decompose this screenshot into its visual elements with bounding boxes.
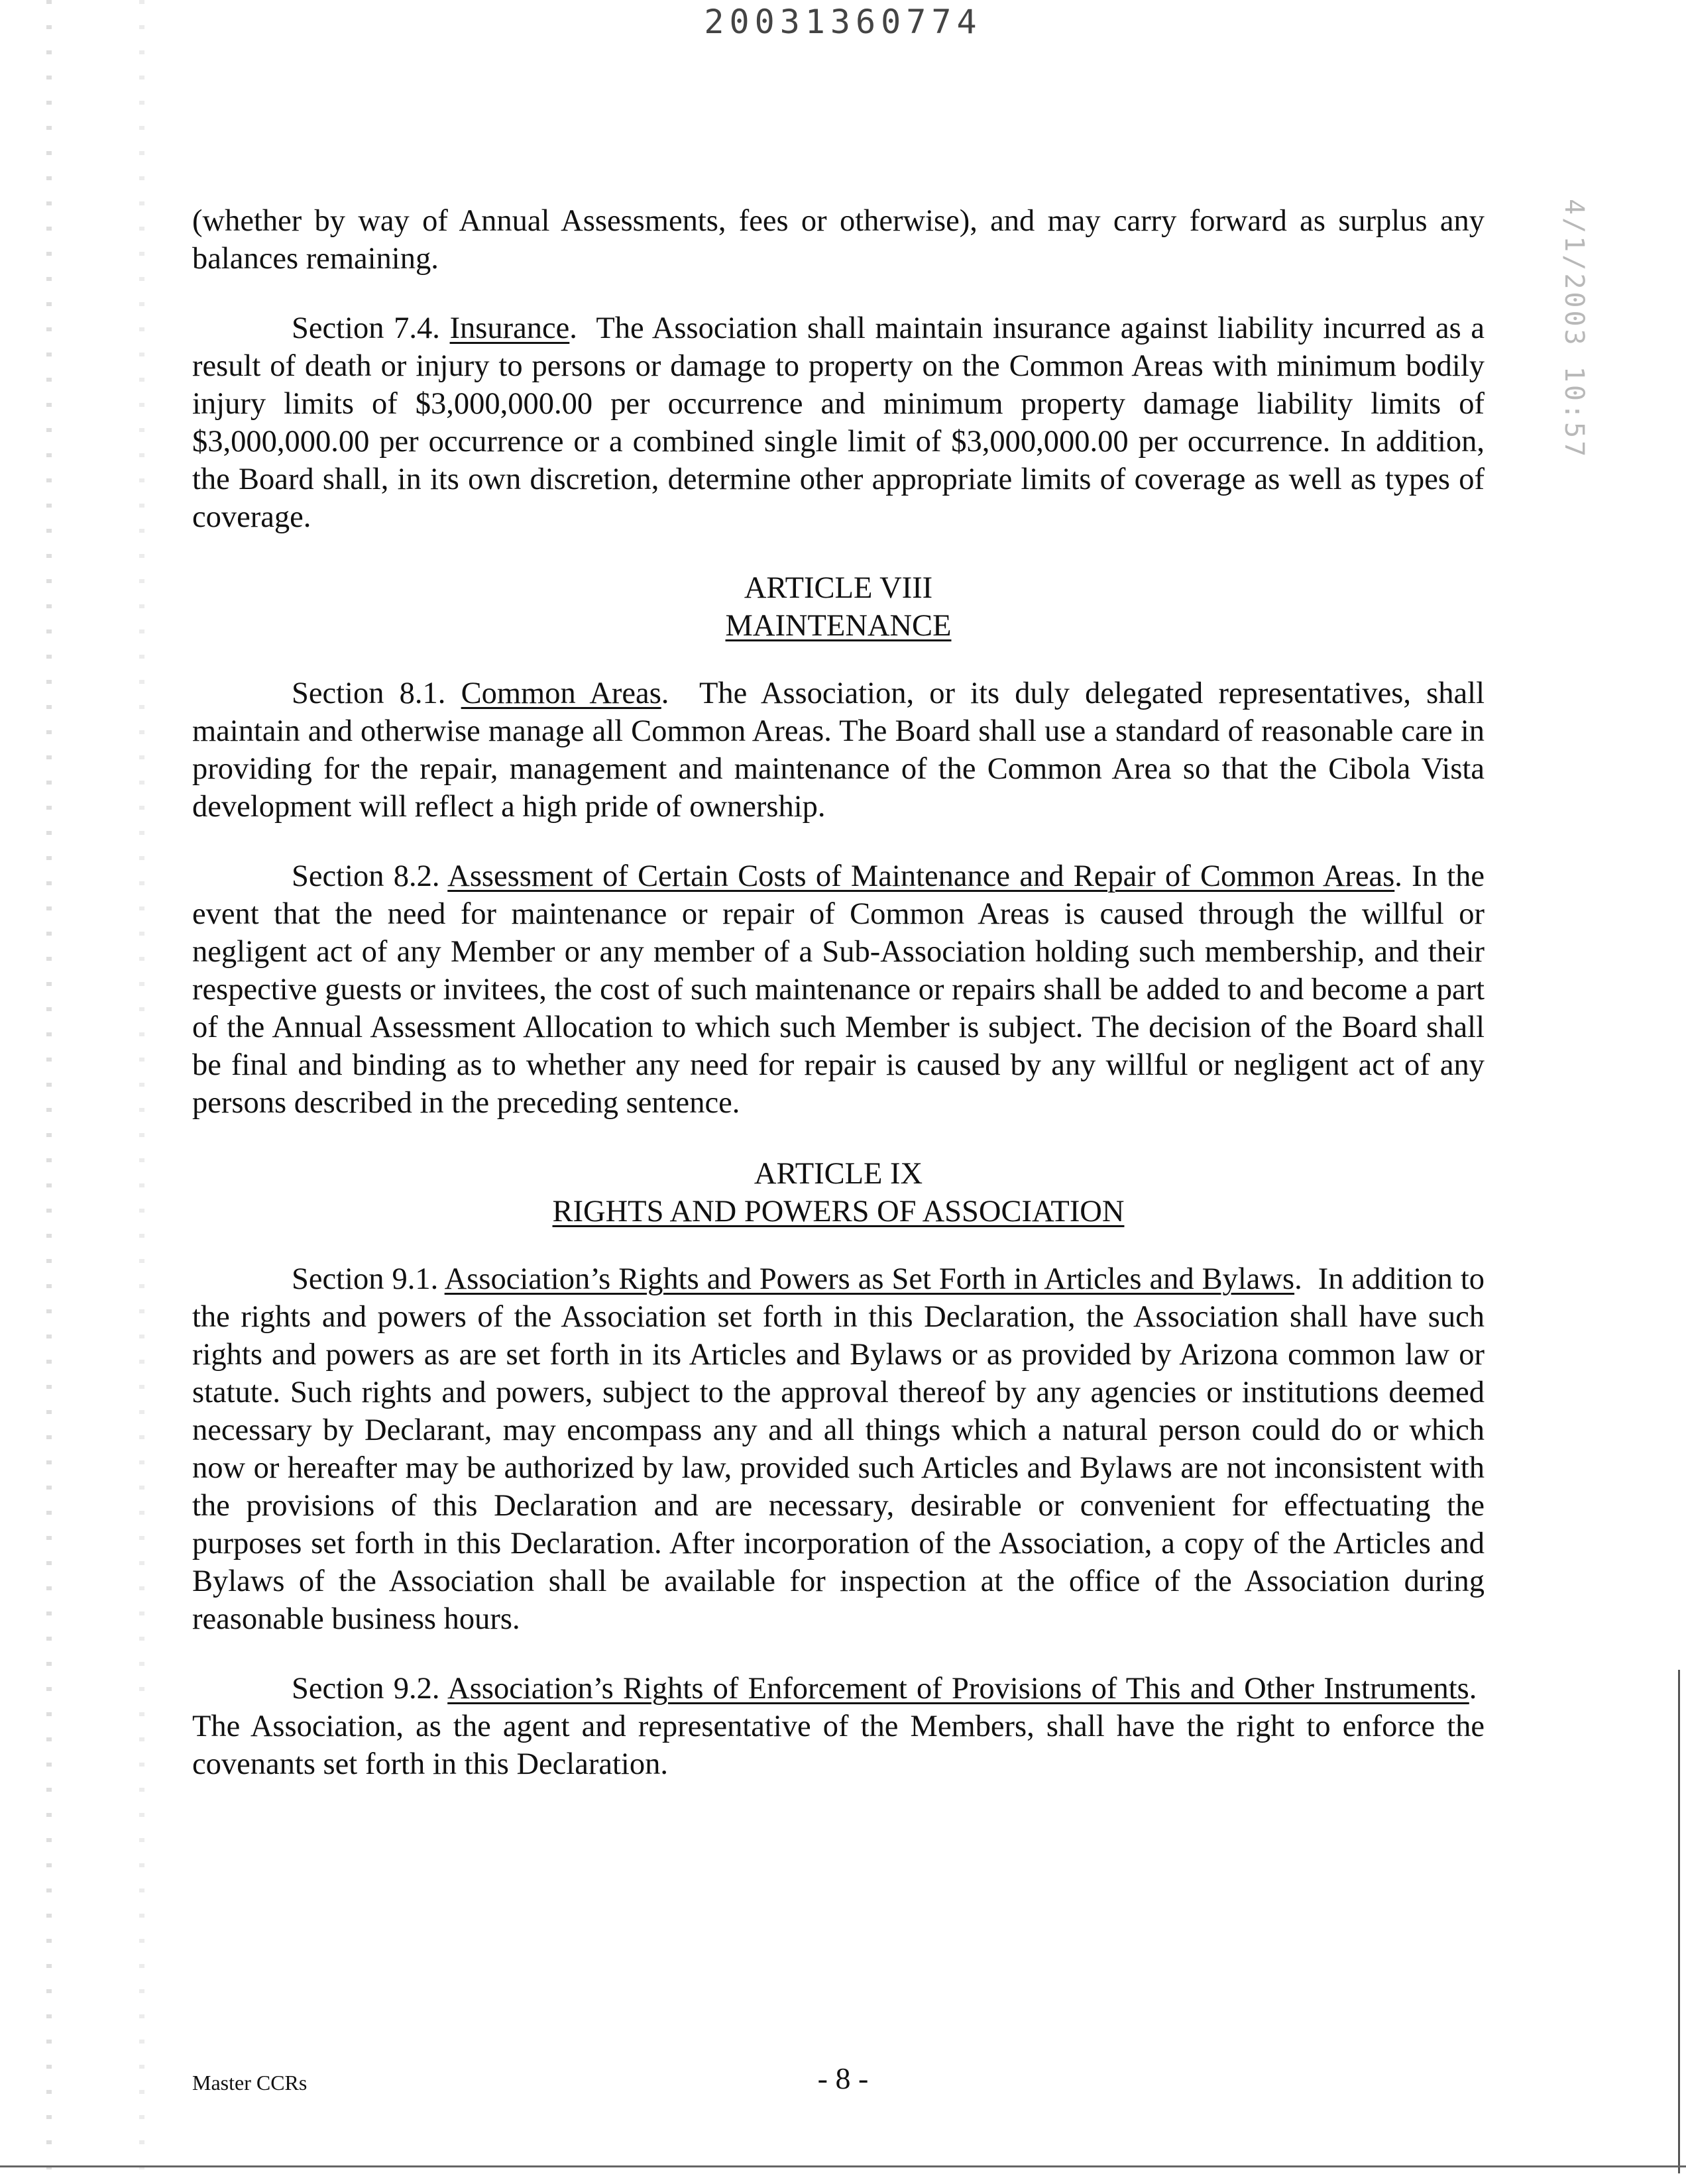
document-body <box>192 202 1485 1783</box>
recording-stamp: 4/1/2003 10:57 <box>1559 199 1589 460</box>
article-label: ARTICLE VIII <box>744 571 933 605</box>
scan-edge-line <box>1678 1670 1680 2173</box>
section-text: In the event that the need for maintenance or repair of Common Areas is caused through the willful or negligent act of any Member or any member of a Sub-Association holding such membership, and their respective guests or invitees, the cost of such maintenance or repairs shall be added to and become a part of the Annual Assessment Allocation to which such Member is subject. The decision of the Board shall be final and binding as to whether any need for repair is caused by any willful or negligent act of any persons described in the preceding sentence. <box>192 859 1485 1120</box>
section-text: In addition to the rights and powers of the Association set forth in this Declaration, the Association shall have such rights and powers as are set forth in its Articles and Bylaws or as provided by Arizona common law or statute. Such rights and powers, subject to the approval thereof by any agencies or institutions deemed necessary by Declarant, may encompass any and all things which a natural person could do or which now or hereafter may be authorized by law, provided such Articles and Bylaws are not inconsistent with the provisions of this Declaration and are necessary, desirable or convenient for effectuating the purposes set forth in this Declaration. After incorporation of the Association, a copy of the Articles and Bylaws of the Association shall be available for inspection at the office of the Association during reasonable business hours. <box>192 1262 1485 1636</box>
section-9-2: Section 9.2. Association’s Rights of Enforcement of Provisions of This and Other Instruments. The Association, as the agent and representative of the Members, shall have the right to enforce the covenants set forth in this Declaration. <box>192 1672 1485 1781</box>
footer-document-name: Master CCRs <box>192 2071 308 2095</box>
section-title: Association’s Rights of Enforcement of Provisions of This and Other Instruments <box>447 1672 1469 1706</box>
section-number: Section 8.2. <box>292 859 440 893</box>
scan-margin-marks-inner <box>139 0 144 2184</box>
recording-number: 20031360774 <box>704 3 982 41</box>
section-8-2: Section 8.2. Assessment of Certain Costs of Maintenance and Repair of Common Areas. In the event that the need for maintenance or repair of Common Areas is caused through the willful or negligent act of any Member or any member of a Sub-Association holding such membership, and their respective guests or invitees, the cost of such maintenance or repairs shall be added to and become a part of the Annual Assessment Allocation to which such Member is subject. The decision of the Board shall be final and binding as to whether any need for repair is caused by any willful or negligent act of any persons described in the preceding sentence. <box>192 859 1485 1120</box>
section-title: Insurance <box>449 311 570 345</box>
article-title: MAINTENANCE <box>725 609 952 643</box>
article-label: ARTICLE IX <box>754 1157 923 1191</box>
section-text: The Association shall maintain insurance against liability incurred as a result of death or injury to persons or damage to property on the Common Areas with minimum bodily injury limits of $3,000,000.00 per occurrence and minimum property damage liability limits of $3,000,000.00 per occurrence or a combined single limit of $3,000,000.00 per occurrence. In addition, the Board shall, in its own discretion, determine other appropriate limits of coverage as well as types of coverage. <box>192 311 1485 534</box>
section-number: Section 9.1. <box>292 1262 439 1296</box>
section-8-1: Section 8.1. Common Areas. The Association, or its duly delegated representatives, shall maintain and otherwise manage all Common Areas. The Board shall use a standard of reasonable care in providing for the repair, management and maintenance of the Common Area so that the Cibola Vista development will reflect a high pride of ownership. <box>192 677 1485 824</box>
section-text: The Association, or its duly delegated representatives, shall maintain and otherwise manage all Common Areas. The Board shall use a standard of reasonable care in providing for the repair, management and maintenance of the Common Area so that the Cibola Vista development will reflect a high pride of ownership. <box>192 677 1485 824</box>
page-number: - 8 - <box>817 2061 869 2095</box>
scan-margin-marks <box>46 0 52 2184</box>
section-title: Assessment of Certain Costs of Maintenance and Repair of Common Areas <box>447 859 1395 893</box>
article-8-heading <box>192 569 1485 645</box>
section-title: Common Areas <box>461 677 661 710</box>
article-9-heading <box>192 1155 1485 1230</box>
section-number: Section 9.2. <box>292 1672 440 1706</box>
section-7-4: Section 7.4. Insurance. The Association shall maintain insurance against liability incurred as a result of death or injury to persons or damage to property on the Common Areas with minimum bodily injury limits of $3,000,000.00 per occurrence and minimum property damage liability limits of $3,000,000.00 per occurrence or a combined single limit of $3,000,000.00 per occurrence. In addition, the Board shall, in its own discretion, determine other appropriate limits of coverage as well as types of coverage. <box>192 311 1485 534</box>
section-number: Section 8.1. <box>292 677 446 710</box>
scan-bottom-line <box>0 2165 1686 2167</box>
section-text: The Association, as the agent and representative of the Members, shall have the right to enforce the covenants set forth in this Declaration. <box>192 1710 1485 1781</box>
section-9-1: Section 9.1. Association’s Rights and Powers as Set Forth in Articles and Bylaws. In addition to the rights and powers of the Association set forth in this Declaration, the Association shall have such rights and powers as are set forth in its Articles and Bylaws or as provided by Arizona common law or statute. Such rights and powers, subject to the approval thereof by any agencies or institutions deemed necessary by Declarant, may encompass any and all things which a natural person could do or which now or hereafter may be authorized by law, provided such Articles and Bylaws are not inconsistent with the provisions of this Declaration and are necessary, desirable or convenient for effectuating the purposes set forth in this Declaration. After incorporation of the Association, a copy of the Articles and Bylaws of the Association shall be available for inspection at the office of the Association during reasonable business hours. <box>192 1262 1485 1636</box>
section-number: Section 7.4. <box>292 311 440 345</box>
continuation-paragraph: (whether by way of Annual Assessments, fees or otherwise), and may carry forward as surplus any balances remaining. <box>192 204 1485 276</box>
section-title: Association’s Rights and Powers as Set Forth in Articles and Bylaws <box>444 1262 1295 1296</box>
article-title: RIGHTS AND POWERS OF ASSOCIATION <box>552 1195 1125 1228</box>
